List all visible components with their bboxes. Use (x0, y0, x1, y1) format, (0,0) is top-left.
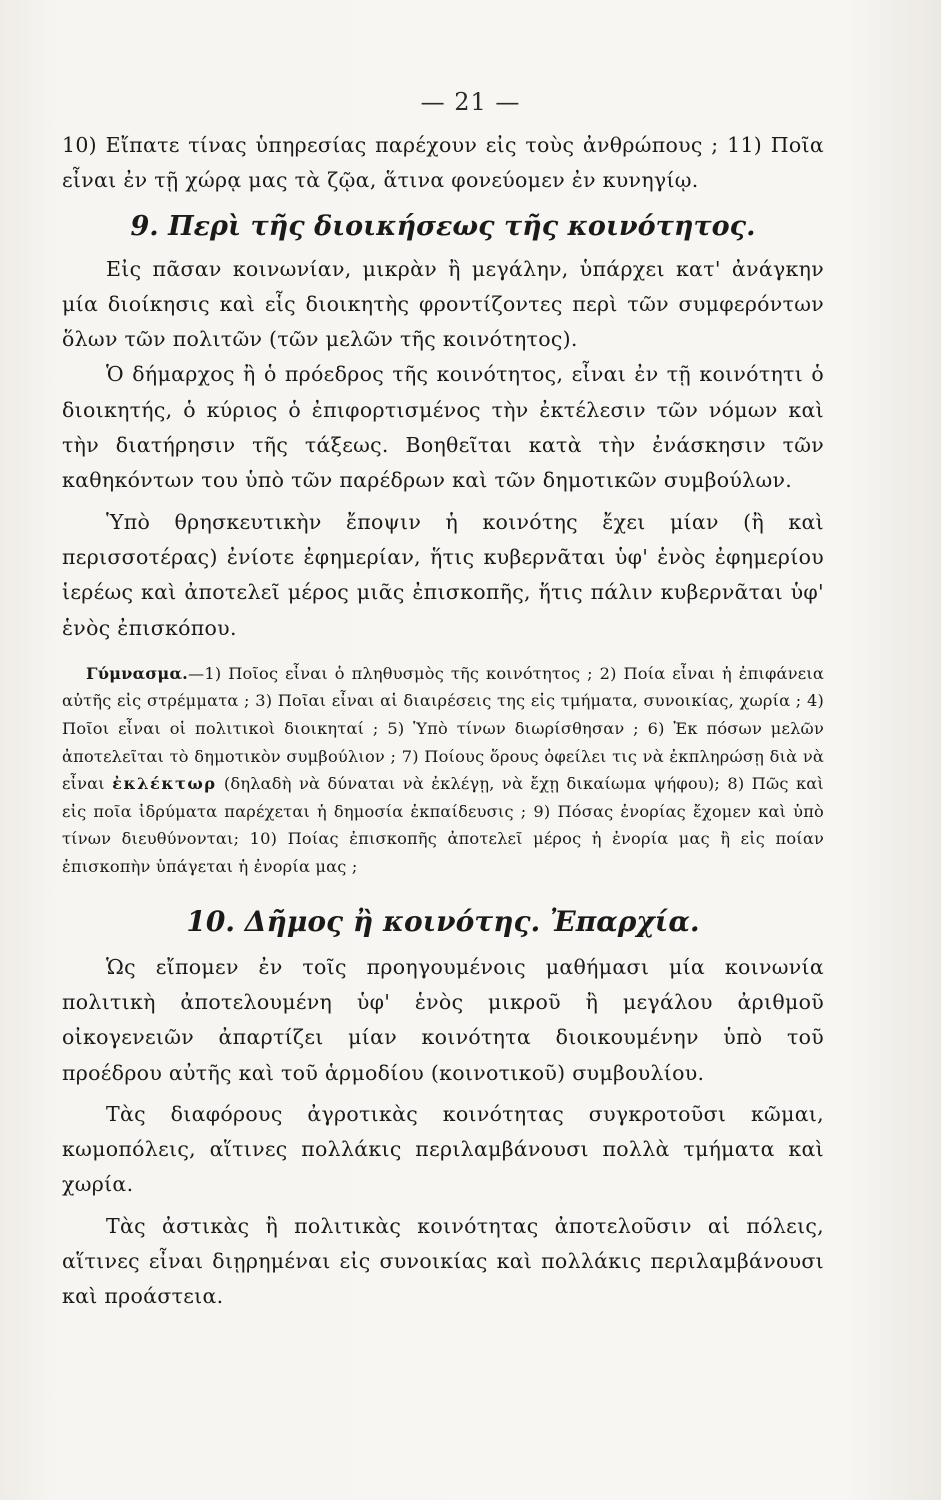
section-9-paragraph-3: Ὑπὸ θρησκευτικὴν ἔποψιν ἡ κοινότης ἔχει μίαν (ἢ καὶ περισσοτέρας) ἐνίοτε ἐφημερίαν, ἥτις κυβερνᾶται ὑφ' ἑνὸς ἐφημερίου ἱερέως καὶ ἀποτελεῖ μέρος μιᾶς ἐπισκοπῆς, ἥτις πάλιν κυβερνᾶται ὑφ' ἑνὸς ἐπισκόπου. (62, 509, 824, 640)
section-10-paragraph-3: Τὰς ἀστικὰς ἢ πολιτικὰς κοινότητας ἀποτελοῦσιν αἱ πόλεις, αἵτινες εἶναι διῃρημέναι εἰς συνοικίας καὶ πολλάκις περιλαμβάνουσι καὶ προάστεια. (62, 1213, 824, 1309)
section-9-heading: 9. Περὶ τῆς διοικήσεως τῆς κοινότητος. (130, 210, 756, 242)
section-9-paragraph-2: Ὁ δήμαρχος ἢ ὁ πρόεδρος τῆς κοινότητος, εἶναι ἐν τῇ κοινότητι ὁ διοικητής, ὁ κύριος ὁ ἐπιφορτισμένος τὴν ἐκτέλεσιν τῶν νόμων καὶ τὴν διατήρησιν τῆς τάξεως. Βοηθεῖται κατὰ τὴν ἐνάσκησιν τῶν καθηκόντων του ὑπὸ τῶν παρέδρων καὶ τῶν δημοτικῶν συμβούλων. (62, 362, 824, 493)
page-number: — 21 — (420, 88, 521, 116)
section-10-paragraph-1: Ὡς εἴπομεν ἐν τοῖς προηγουμένοις μαθήμασι μία κοινωνία πολιτικὴ ἀποτελουμένη ὑφ' ἑνὸς μικροῦ ἢ μεγάλου ἀριθμοῦ οἰκογενειῶν ἀπαρτίζει μίαν κοινότητα διοικουμένην ὑπὸ τοῦ προέδρου αὐτῆς καὶ τοῦ ἁρμοδίου (κοινοτικοῦ) συμβουλίου. (62, 954, 824, 1085)
exercise-text-part1: —1) Ποῖος εἶναι ὁ πληθυσμὸς τῆς κοινότητος ; 2) Ποία εἶναι ἡ ἐπιφάνεια αὐτῆς εἰς στρέμματα ; 3) Ποῖαι εἶναι αἱ διαιρέσεις της εἰς τμήματα, συνοικίας, χωρία ; 4) Ποῖοι εἶναι οἱ πολιτικοὶ διοικηταί ; 5) Ὑπὸ τίνων διωρίσθησαν ; 6) Ἐκ πόσων μελῶν ἀποτελεῖται τὸ δημοτικὸν συμβούλιον ; 7) Ποίους ὅρους ὀφείλει τις νὰ ἐκπληρώσῃ διὰ νὰ εἶναι (62, 663, 824, 794)
exercise-label: Γύμνασμα. (86, 663, 188, 683)
questions-paragraph: 10) Εἴπατε τίνας ὑπηρεσίας παρέχουν εἰς τοὺς ἀνθρώπους ; 11) Ποῖα εἶναι ἐν τῇ χώρᾳ μας τὰ ζῷα, ἅτινα φονεύομεν ἐν κυνηγίῳ. (62, 133, 824, 193)
exercise-paragraph (62, 660, 824, 881)
exercise-term: ἐκλέκτωρ (112, 774, 217, 794)
exercise-text-part2: (δηλαδὴ νὰ δύναται νὰ ἐκλέγῃ, νὰ ἔχῃ δικαίωμα ψήφου); 8) Πῶς καὶ εἰς ποῖα ἱδρύματα παρέχεται ἡ δημοσία ἐκπαίδευσις ; 9) Πόσας ἐνορίας ἔχομεν καὶ ὑπὸ τίνων διευθύνονται; 10) Ποίας ἐπισκοπῆς ἀποτελεῖ μέρος ἡ ἐνορία μας ἢ εἰς ποίαν ἐπισκοπὴν ὑπάγεται ἡ ἐνορία μας ; (62, 774, 824, 877)
section-10-heading: 10. Δῆμος ἢ κοινότης. Ἐπαρχία. (186, 904, 700, 938)
section-9-paragraph-1: Εἰς πᾶσαν κοινωνίαν, μικρὰν ἢ μεγάλην, ὑπάρχει κατ' ἀνάγκην μία διοίκησις καὶ εἷς διοικητὴς φροντίζοντες περὶ τῶν συμφερόντων ὅλων τῶν πολιτῶν (τῶν μελῶν τῆς κοινότητος). (62, 256, 824, 352)
page-content (62, 128, 824, 1315)
section-10-paragraph-2: Τὰς διαφόρους ἀγροτικὰς κοινότητας συγκροτοῦσι κῶμαι, κωμοπόλεις, αἵτινες πολλάκις περιλαμβάνουσι πολλὰ τμήματα καὶ χωρία. (62, 1101, 824, 1197)
